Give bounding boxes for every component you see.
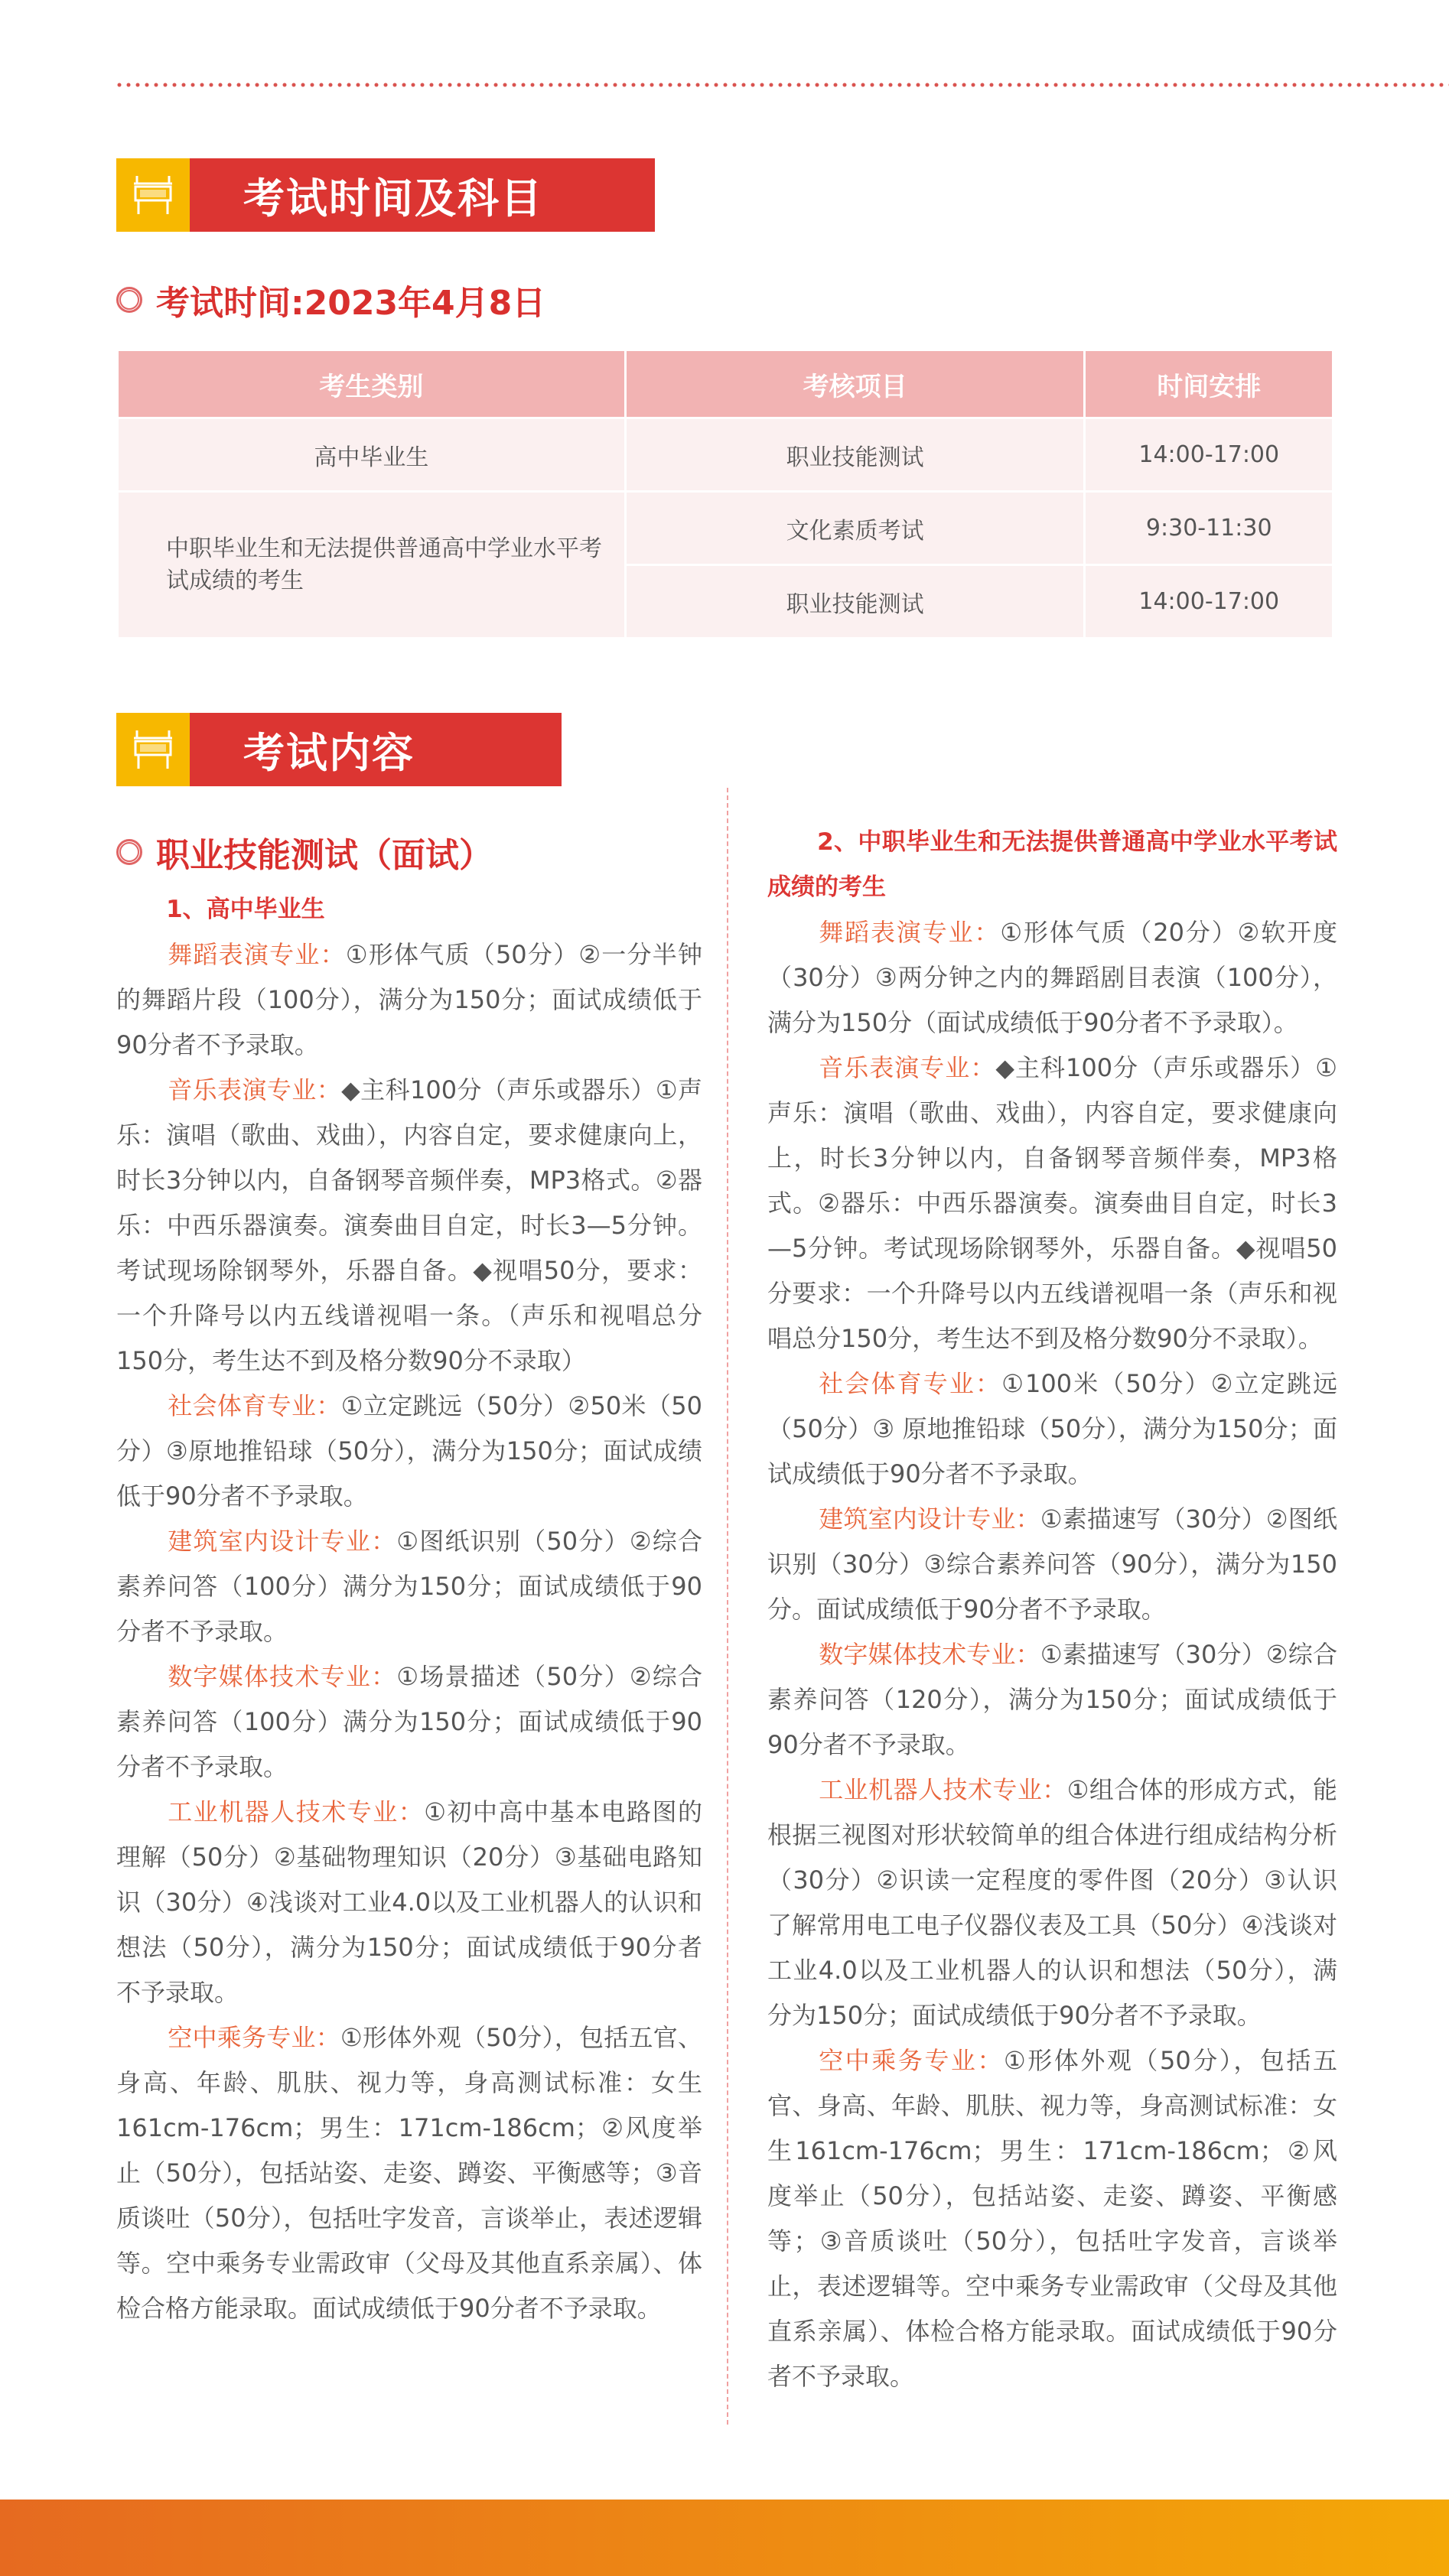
right-column-vocational (767, 820, 1337, 2399)
double-circle-icon (116, 287, 142, 313)
section-title: 考试时间及科目 (243, 174, 543, 223)
exam-schedule-table (116, 349, 1334, 639)
major-requirement-paragraph (767, 910, 1337, 1046)
section-banner-exam-time (116, 158, 655, 232)
major-requirement-paragraph (767, 1497, 1337, 1632)
major-requirement-text: ①形体气质（50分）②一分半钟的舞蹈片段（100分），满分为150分；面试成绩低于90分者不予录取。 (116, 940, 702, 1059)
header-time: 时间安排 (1085, 350, 1333, 418)
time-cell: 14:00-17:00 (1085, 565, 1333, 639)
major-requirement-text: ①初中高中基本电路图的理解（50分）②基础物理知识（20分）③基础电路知识（30分）④浅谈对工业4.0以及工业机器人的认识和想法（50分），满分为150分；面试成绩低于90分者不予录取。 (116, 1797, 702, 2007)
ding-vessel-icon (116, 713, 190, 786)
interview-heading-text: 职业技能测试（面试） (156, 836, 493, 875)
major-label: 数字媒体技术专业： (168, 1662, 397, 1691)
table-header-row (118, 350, 1333, 418)
major-label: 建筑室内设计专业： (168, 1527, 397, 1556)
left-column-high-school (116, 887, 702, 2331)
major-requirement-text: ①图纸识别（50分）②综合素养问答（100分）满分为150分；面试成绩低于90分者不予录取。 (116, 1527, 702, 1646)
header-category: 考生类别 (118, 350, 626, 418)
group-heading: 1、高中毕业生 (166, 896, 325, 923)
time-cell: 9:30-11:30 (1085, 492, 1333, 565)
header-subject: 考核项目 (625, 350, 1085, 418)
major-requirement-paragraph (767, 1632, 1337, 1768)
section-title: 考试内容 (243, 728, 415, 777)
major-requirement-paragraph (767, 2038, 1337, 2399)
subject-cell: 职业技能测试 (625, 565, 1085, 639)
category-cell: 高中毕业生 (118, 418, 626, 492)
group-heading: 2、中职毕业生和无法提供普通高中学业水平考试成绩的考生 (767, 828, 1337, 901)
exam-date-text: 考试时间:2023年4月8日 (156, 284, 546, 323)
major-requirement-paragraph (116, 1790, 702, 2015)
major-label: 社会体育专业： (819, 1369, 1002, 1398)
major-requirement-paragraph (116, 1384, 702, 1519)
time-cell: 14:00-17:00 (1085, 418, 1333, 492)
major-requirement-text: ①素描速写（30分）②综合素养问答（120分），满分为150分；面试成绩低于90分者不予录取。 (767, 1640, 1337, 1759)
major-requirement-paragraph (116, 2015, 702, 2331)
major-requirement-text: ①形体气质（20分）②软开度（30分）③两分钟之内的舞蹈剧目表演（100分），满分为150分（面试成绩低于90分者不予录取）。 (767, 918, 1337, 1037)
major-requirement-paragraph (767, 1768, 1337, 2038)
major-requirement-text: ①形体外观（50分），包括五官、身高、年龄、肌肤、视力等，身高测试标准：女生161cm-176cm；男生：171cm-186cm；②风度举止（50分），包括站姿、走姿、蹲姿、平衡感等；③音质谈吐（50分），包括吐字发音，言谈举止，表述逻辑等。空中乘务专业需政审（父母及其他直系亲属）、体检合格方能录取。面试成绩低于90分者不予录取。 (116, 2023, 702, 2323)
ding-vessel-icon (116, 158, 190, 232)
major-requirement-paragraph (767, 1361, 1337, 1497)
major-label: 音乐表演专业： (168, 1075, 342, 1104)
double-circle-icon (116, 839, 142, 865)
major-requirement-paragraph (116, 1519, 702, 1654)
major-requirement-text: ①100米（50分）②立定跳远（50分）③ 原地推铅球（50分），满分为150分；面试成绩低于90分者不予录取。 (767, 1369, 1337, 1488)
subject-cell: 职业技能测试 (625, 418, 1085, 492)
top-dotted-divider (115, 83, 1449, 87)
footer-gradient-bar (0, 2500, 1449, 2576)
exam-date-heading (116, 275, 545, 324)
major-requirement-text: ①形体外观（50分），包括五官、身高、年龄、肌肤、视力等，身高测试标准：女生161cm-176cm；男生：171cm-186cm；②风度举止（50分），包括站姿、走姿、蹲姿、平衡感等；③音质谈吐（50分），包括吐字发音，言谈举止，表述逻辑等。空中乘务专业需政审（父母及其他直系亲属）、体检合格方能录取。面试成绩低于90分者不予录取。 (767, 2046, 1337, 2391)
major-label: 社会体育专业： (168, 1391, 341, 1420)
interview-heading (116, 828, 493, 877)
major-requirement-paragraph (116, 932, 702, 1068)
major-label: 工业机器人技术专业： (168, 1797, 425, 1826)
major-requirement-paragraph (767, 1046, 1337, 1361)
major-label: 舞蹈表演专业： (819, 918, 1001, 947)
major-requirement-text: ◆主科100分（声乐或器乐）①声乐：演唱（歌曲、戏曲），内容自定，要求健康向上，时长3分钟以内，自备钢琴音频伴奏，MP3格式。②器乐：中西乐器演奏。演奏曲目自定，时长3—5分钟。考试现场除钢琴外，乐器自备。◆视唱50分要求：一个升降号以内五线谱视唱一条（声乐和视唱总分150分，考生达不到及格分数90分不录取）。 (767, 1053, 1337, 1353)
major-requirement-text: ①组合体的形成方式，能根据三视图对形状较简单的组合体进行组成结构分析（30分）②识读一定程度的零件图（20分）③认识了解常用电工电子仪器仪表及工具（50分）④浅谈对工业4.0以及工业机器人的认识和想法（50分），满分为150分；面试成绩低于90分者不予录取。 (767, 1775, 1337, 2030)
major-requirement-paragraph (116, 1654, 702, 1790)
section-banner-exam-content (116, 713, 562, 786)
major-requirement-text: ◆主科100分（声乐或器乐）①声乐：演唱（歌曲、戏曲），内容自定，要求健康向上，时长3分钟以内，自备钢琴音频伴奏，MP3格式。②器乐：中西乐器演奏。演奏曲目自定，时长3—5分钟。考试现场除钢琴外，乐器自备。◆视唱50分，要求：一个升降号以内五线谱视唱一条。（声乐和视唱总分150分，考生达不到及格分数90分不录取） (116, 1075, 702, 1375)
major-label: 工业机器人技术专业： (819, 1775, 1067, 1804)
major-label: 舞蹈表演专业： (168, 940, 346, 969)
column-divider (727, 788, 728, 2425)
major-label: 建筑室内设计专业： (819, 1504, 1040, 1534)
major-label: 空中乘务专业： (168, 2023, 340, 2052)
major-label: 数字媒体技术专业： (819, 1640, 1040, 1669)
major-requirement-paragraph (116, 1068, 702, 1384)
subject-cell: 文化素质考试 (625, 492, 1085, 565)
major-requirement-text: ①立定跳远（50分）②50米（50分）③原地推铅球（50分），满分为150分；面试成绩低于90分者不予录取。 (116, 1391, 702, 1511)
table-row (118, 492, 1333, 565)
table-row (118, 418, 1333, 492)
major-requirement-text: ①素描速写（30分）②图纸识别（30分）③综合素养问答（90分），满分为150分。面试成绩低于90分者不予录取。 (767, 1504, 1337, 1624)
major-label: 音乐表演专业： (819, 1053, 996, 1082)
category-cell: 中职毕业生和无法提供普通高中学业水平考试成绩的考生 (118, 492, 626, 639)
major-requirement-text: ①场景描述（50分）②综合素养问答（100分）满分为150分；面试成绩低于90分者不予录取。 (116, 1662, 702, 1781)
major-label: 空中乘务专业： (819, 2046, 1005, 2075)
